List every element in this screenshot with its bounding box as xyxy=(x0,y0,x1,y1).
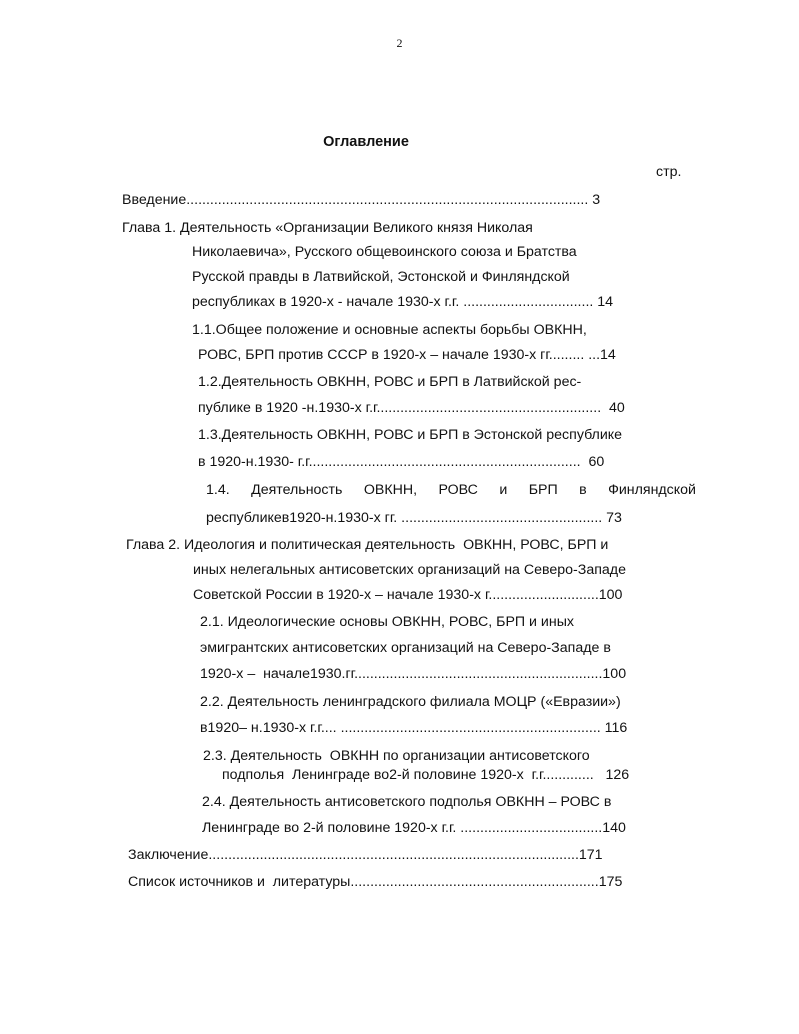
page-column-label: стр. xyxy=(656,164,682,180)
toc-word: 1.4. xyxy=(206,482,230,498)
page-title: Оглавление xyxy=(323,134,409,150)
toc-word: РОВС xyxy=(438,482,478,498)
toc-entry-bibliography: Список источников и литературы...............................................................175 xyxy=(128,874,623,890)
toc-entry-section-1-3-cont: в 1920-н.1930- г.г..................................................................... 60 xyxy=(198,454,605,470)
toc-entry-section-1-3: 1.3.Деятельность ОВКНН, РОВС и БРП в Эстонской республике xyxy=(198,427,623,443)
toc-word: ОВКНН, xyxy=(363,482,418,498)
toc-entry-chapter-2: Глава 2. Идеология и политическая деятельность ОВКНН, РОВС, БРП и xyxy=(126,537,609,553)
toc-entry-section-2-3-cont: подполья Ленинграде во2-й половине 1920-х г.г............. 126 xyxy=(222,767,630,783)
toc-entry-chapter-1-cont: Николаевича», Русского общевоинского союза и Братства xyxy=(192,244,577,260)
toc-entry-chapter-1-cont: республиках в 1920-х - начале 1930-х г.г. ................................. 14 xyxy=(192,294,614,310)
toc-entry-section-2-3: 2.3. Деятельность ОВКНН по организации антисоветского xyxy=(203,748,590,764)
toc-word: и xyxy=(499,482,508,498)
toc-word: БРП xyxy=(528,482,558,498)
toc-entry-section-2-4-cont: Ленинграде во 2-й половине 1920-х г.г. ....................................140 xyxy=(202,820,626,836)
toc-word: Финляндской xyxy=(608,482,696,498)
toc-entry-section-2-1-cont: эмигрантских антисоветских организаций на Северо-Западе в xyxy=(200,640,611,656)
toc-entry-section-1-2: 1.2.Деятельность ОВКНН, РОВС и БРП в Латвийской рес- xyxy=(198,374,582,390)
toc-entry-introduction: Введение...................................................................................................... 3 xyxy=(122,192,601,208)
toc-entry-section-2-2: 2.2. Деятельность ленинградского филиала МОЦР («Евразии») xyxy=(200,694,621,710)
toc-entry-section-2-1: 2.1. Идеологические основы ОВКНН, РОВС, БРП и иных xyxy=(200,614,574,630)
toc-entry-chapter-2-cont: Советской России в 1920-х – начале 1930-х г............................100 xyxy=(193,587,623,603)
toc-entry-chapter-2-cont: иных нелегальных антисоветских организаций на Северо-Западе xyxy=(193,562,626,578)
toc-entry-section-2-2-cont: в1920– н.1930-х г.г.... .................................................................. 116 xyxy=(200,720,628,736)
toc-word: Деятельность xyxy=(251,482,343,498)
toc-entry-section-2-4: 2.4. Деятельность антисоветского подполья ОВКНН – РОВС в xyxy=(202,794,612,810)
toc-entry-section-2-1-cont: 1920-х – начале1930.гг...............................................................100 xyxy=(200,666,627,682)
toc-word: в xyxy=(579,482,587,498)
toc-entry-section-1-1-cont: РОВС, БРП против СССР в 1920-х – начале 1930-х гг......... ...14 xyxy=(198,347,616,363)
page-number: 2 xyxy=(396,36,403,50)
toc-entry-chapter-1: Глава 1. Деятельность «Организации Великого князя Николая xyxy=(122,220,533,236)
toc-entry-conclusion: Заключение..............................................................................................171 xyxy=(128,847,603,863)
toc-entry-section-1-4 xyxy=(206,480,696,500)
toc-entry-section-1-2-cont: публике в 1920 -н.1930-х г.г......................................................... 40 xyxy=(198,400,625,416)
toc-entry-section-1-1: 1.1.Общее положение и основные аспекты борьбы ОВКНН, xyxy=(192,322,587,338)
toc-entry-section-1-4-cont: республикев1920-н.1930-х гг. ................................................... 73 xyxy=(206,510,622,526)
toc-entry-chapter-1-cont: Русской правды в Латвийской, Эстонской и Финляндской xyxy=(192,269,570,285)
